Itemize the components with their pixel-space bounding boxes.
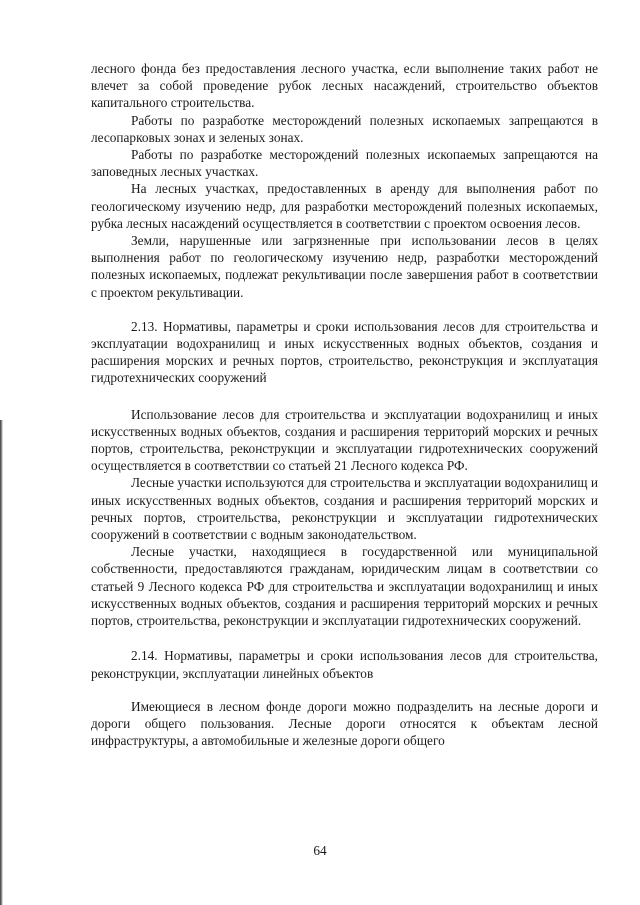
scan-edge-shadow — [0, 420, 3, 905]
paragraph-continuation: лесного фонда без предоставления лесного участка, если выполнение таких работ не влечет за собой проведение рубок лесных насаждений, строительство объектов капитального строительства. — [91, 61, 598, 111]
paragraph-mining-reserves: Работы по разработке месторождений полезных ископаемых запрещаются на заповедных лесных участках. — [91, 147, 598, 180]
paragraph-2-14-roads: Имеющиеся в лесном фонде дороги можно подразделить на лесные дороги и дороги общего пользования. Лесные дороги относятся к объектам лесной инфраструктуры, а автомобильные и железные дороги общего — [91, 698, 598, 749]
paragraph-2-13-plots-usage: Лесные участки используются для строительства и эксплуатации водохранилищ и иных искусственных водных объектов, создания и расширения территорий морских и речных портов, строительства, реконструкции и эксплуатации гидротехнических сооружений в соответствии с водным законодательством. — [91, 475, 598, 543]
paragraph-land-reclamation: Земли, нарушенные или загрязненные при использовании лесов в целях выполнения работ по геологическому изучению недр, разработки месторождений полезных ископаемых, подлежат рекультивации после завершения работ в соответствии с проектом рекультивации. — [91, 233, 598, 300]
section-heading-2-13: 2.13. Нормативы, параметры и сроки использования лесов для строительства и эксплуатации водохранилищ и иных искусственных водных объектов, создания и расширения морских и речных портов, строительство, реконструкция и эксплуатация гидротехнических сооружений — [91, 318, 598, 386]
paragraph-leased-plots: На лесных участках, предоставленных в аренду для выполнения работ по геологическому изучению недр, для разработки месторождений полезных ископаемых, рубка лесных насаждений осуществляется в соответствии с проектом освоения лесов. — [91, 181, 598, 231]
paragraph-mining-parks: Работы по разработке месторождений полезных ископаемых запрещаются в лесопарковых зонах и зеленых зонах. — [91, 112, 598, 145]
paragraph-2-13-ownership: Лесные участки, находящиеся в государственной или муниципальной собственности, предоставляются гражданам, юридическим лицам в соответствии со статьей 9 Лесного кодекса РФ для строительства и эксплуатации водохранилищ и иных искусственных водных объектов, создания и расширения территорий морских и речных портов, строительства, реконструкции и эксплуатации гидротехнических сооружений. — [91, 544, 598, 629]
document-page — [91, 60, 598, 749]
section-heading-2-14: 2.14. Нормативы, параметры и сроки использования лесов для строительства, реконструкции, эксплуатации линейных объектов — [91, 648, 598, 681]
paragraph-2-13-usage: Использование лесов для строительства и эксплуатации водохранилищ и иных искусственных водных объектов, создания и расширения территорий морских и речных портов, строительства, реконструкции и эксплуатации гидротехнических сооружений осуществляется в соответствии со статьей 21 Лесного кодекса РФ. — [91, 406, 598, 474]
page-number: 64 — [313, 843, 327, 858]
